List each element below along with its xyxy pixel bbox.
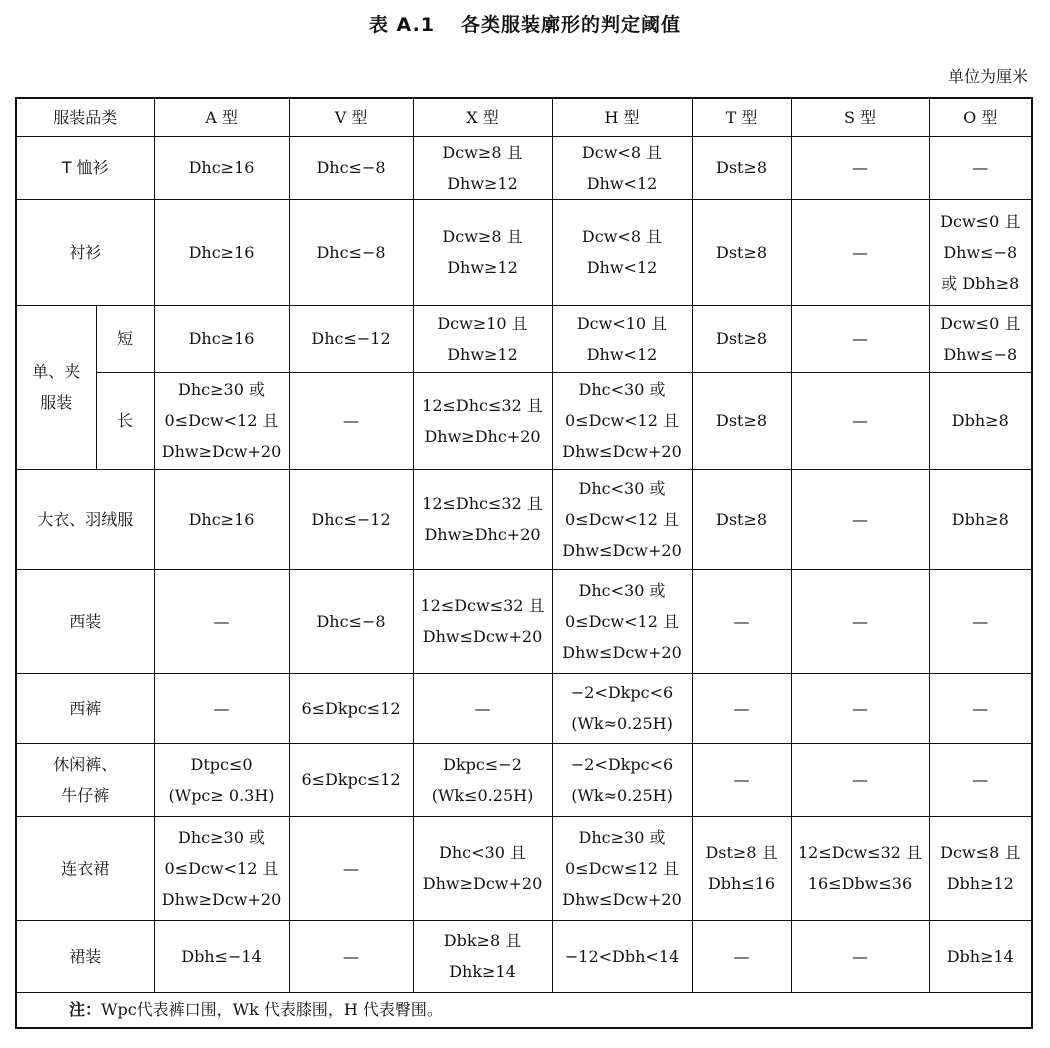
note-row <box>16 992 1032 1028</box>
category-group-label: 服装 <box>40 393 73 412</box>
threshold-text: Dhc<30 且 <box>439 843 526 862</box>
threshold-cell <box>552 743 692 816</box>
threshold-text: Dhw≥Dhc+20 <box>424 426 541 446</box>
threshold-cell <box>791 136 929 199</box>
threshold-cell <box>289 743 413 816</box>
threshold-text: — <box>213 698 230 718</box>
threshold-text: Dst≥8 <box>715 411 768 430</box>
threshold-text: 6≤Dkpc≤12 <box>301 770 401 789</box>
threshold-cell <box>791 673 929 743</box>
category-label: 牛仔裤 <box>61 785 110 805</box>
threshold-text: — <box>972 698 989 718</box>
threshold-cell <box>552 920 692 992</box>
threshold-text: Dkpc≤−2 <box>443 754 522 774</box>
threshold-text: −2<Dkpc<6 <box>570 754 674 774</box>
threshold-text: Dst≥8 <box>715 329 768 348</box>
threshold-text: Dhw≤Dcw+20 <box>562 442 682 461</box>
threshold-text: Dhc<30 或 <box>578 580 666 600</box>
threshold-text: 12≤Dhc≤32 且 <box>422 494 543 513</box>
threshold-text: 0≤Dcw<12 且 <box>565 509 679 529</box>
threshold-text: Dhw≤Dcw+20 <box>562 540 682 560</box>
threshold-text: — <box>733 698 750 718</box>
header-v-type: V 型 <box>289 98 413 136</box>
category-label: 长 <box>117 411 134 430</box>
category-cell <box>96 372 154 469</box>
threshold-text: — <box>852 509 869 529</box>
threshold-text: Dtpc≤0 <box>190 754 253 774</box>
threshold-cell <box>929 469 1032 569</box>
threshold-text: Dcw<8 且 <box>581 227 663 246</box>
threshold-text: 0≤Dcw<12 且 <box>164 411 279 430</box>
threshold-text: — <box>852 242 869 262</box>
threshold-text: Dcw≤0 且 <box>940 211 1021 231</box>
threshold-text: Dhw≥Dhc+20 <box>424 525 541 544</box>
category-label: 短 <box>117 329 134 348</box>
threshold-cell <box>154 372 289 469</box>
threshold-cell <box>154 920 289 992</box>
threshold-table <box>15 97 1033 1029</box>
threshold-text: Dhc≥16 <box>188 329 255 348</box>
threshold-cell <box>552 469 692 569</box>
table-row <box>16 816 1032 920</box>
threshold-cell <box>289 469 413 569</box>
threshold-cell <box>289 569 413 673</box>
threshold-text: Dhw<12 <box>586 173 658 193</box>
threshold-text: — <box>852 158 869 177</box>
threshold-cell <box>289 673 413 743</box>
category-cell <box>16 136 154 199</box>
threshold-cell <box>289 305 413 372</box>
threshold-text: Dhw≤Dcw+20 <box>422 627 543 646</box>
threshold-text: — <box>343 411 360 430</box>
note-text: Wpc代表裤口围，Wk 代表膝围，H 代表臀围。 <box>101 1000 443 1020</box>
threshold-text: 或 Dbh≥8 <box>941 273 1020 293</box>
category-cell <box>16 469 154 569</box>
threshold-text: Dhw≤Dcw+20 <box>562 642 682 662</box>
threshold-text: — <box>343 946 360 966</box>
threshold-text: — <box>972 770 989 789</box>
threshold-cell <box>552 372 692 469</box>
threshold-text: −12<Dbh<14 <box>564 946 680 966</box>
threshold-cell <box>154 199 289 305</box>
threshold-text: (Wk≈0.25H) <box>571 714 673 733</box>
table-row <box>16 743 1032 816</box>
threshold-cell <box>929 305 1032 372</box>
threshold-cell <box>413 136 552 199</box>
category-group-cell <box>16 305 96 469</box>
threshold-text: 0≤Dcw≤12 且 <box>565 858 679 878</box>
threshold-text: Dst≥8 <box>715 509 768 529</box>
threshold-cell <box>791 816 929 920</box>
threshold-text: Dcw<10 且 <box>576 313 668 333</box>
threshold-cell <box>692 469 791 569</box>
threshold-cell <box>154 469 289 569</box>
threshold-cell <box>692 743 791 816</box>
header-category: 服装品类 <box>16 98 154 136</box>
threshold-cell <box>289 920 413 992</box>
table-row <box>16 372 1032 469</box>
threshold-cell <box>413 305 552 372</box>
threshold-text: Dcw≤8 且 <box>940 843 1021 862</box>
threshold-text: Dhc≥16 <box>188 242 255 262</box>
category-cell <box>16 199 154 305</box>
threshold-cell <box>692 136 791 199</box>
header-x-type: X 型 <box>413 98 552 136</box>
header-t-type: T 型 <box>692 98 791 136</box>
threshold-cell <box>154 673 289 743</box>
category-label: 西装 <box>69 611 102 631</box>
threshold-cell <box>552 673 692 743</box>
threshold-cell <box>552 199 692 305</box>
threshold-text: (Wpc≥ 0.3H) <box>168 785 275 805</box>
category-label: 连衣裙 <box>61 858 110 878</box>
unit-label: 单位为厘米 <box>947 67 1028 86</box>
threshold-text: Dbh≥8 <box>951 411 1009 430</box>
threshold-text: Dhk≥14 <box>449 962 516 981</box>
threshold-text: Dhc≥30 或 <box>178 380 265 399</box>
threshold-cell <box>791 920 929 992</box>
threshold-text: (Wk≈0.25H) <box>571 785 673 805</box>
threshold-cell <box>791 305 929 372</box>
header-h-type: H 型 <box>552 98 692 136</box>
category-cell <box>16 569 154 673</box>
threshold-text: Dcw≥10 且 <box>437 313 528 333</box>
threshold-text: 0≤Dcw<12 且 <box>164 858 279 878</box>
threshold-cell <box>413 469 552 569</box>
threshold-cell <box>552 136 692 199</box>
threshold-text: Dbh≤16 <box>707 874 776 893</box>
threshold-text: Dhw≥Dcw+20 <box>161 442 282 461</box>
table-title <box>0 10 1050 37</box>
threshold-text: Dhc≤−8 <box>316 158 386 177</box>
threshold-text: −2<Dkpc<6 <box>570 683 674 702</box>
threshold-cell <box>413 673 552 743</box>
category-group-label: 单、夹 <box>32 362 81 381</box>
threshold-text: — <box>213 611 230 631</box>
threshold-cell <box>552 569 692 673</box>
threshold-cell <box>289 372 413 469</box>
threshold-cell <box>929 743 1032 816</box>
threshold-cell <box>692 569 791 673</box>
threshold-text: Dhc≥30 或 <box>578 827 666 847</box>
threshold-text: Dbh≤−14 <box>181 946 262 966</box>
threshold-cell <box>552 305 692 372</box>
threshold-cell <box>154 305 289 372</box>
threshold-cell <box>791 569 929 673</box>
threshold-text: Dhc≥16 <box>188 509 255 529</box>
threshold-text: Dbh≥8 <box>951 509 1009 529</box>
category-label: 大衣、羽绒服 <box>37 509 134 529</box>
threshold-cell <box>413 920 552 992</box>
category-label: T 恤衫 <box>61 158 109 177</box>
threshold-text: 0≤Dcw<12 且 <box>565 411 679 430</box>
threshold-text: — <box>733 946 750 966</box>
threshold-text: Dst≥8 <box>715 242 768 262</box>
threshold-text: Dcw<8 且 <box>581 142 663 162</box>
threshold-text: — <box>972 611 989 631</box>
threshold-text: — <box>972 158 989 177</box>
category-label: 衬衫 <box>69 242 102 262</box>
threshold-cell <box>692 816 791 920</box>
threshold-text: Dhc≤−8 <box>316 242 386 262</box>
threshold-text: Dst≥8 <box>715 158 768 177</box>
threshold-cell <box>413 372 552 469</box>
threshold-text: Dbh≥12 <box>946 874 1014 893</box>
threshold-text: — <box>733 611 750 631</box>
threshold-cell <box>413 199 552 305</box>
threshold-text: Dhw≥Dcw+20 <box>161 889 282 909</box>
threshold-text: Dhw≥12 <box>447 344 518 364</box>
header-row <box>16 98 1032 136</box>
threshold-cell <box>289 816 413 920</box>
threshold-cell <box>929 199 1032 305</box>
threshold-text: — <box>343 858 360 878</box>
threshold-text: (Wk≤0.25H) <box>431 785 534 805</box>
threshold-cell <box>413 743 552 816</box>
threshold-cell <box>413 816 552 920</box>
threshold-text: 0≤Dcw<12 且 <box>565 611 679 631</box>
threshold-cell <box>692 199 791 305</box>
threshold-cell <box>154 569 289 673</box>
header-o-type: O 型 <box>929 98 1032 136</box>
threshold-text: Dhc<30 或 <box>578 380 666 399</box>
threshold-text: Dhc≤−12 <box>311 329 391 348</box>
threshold-cell <box>929 569 1032 673</box>
threshold-cell <box>289 199 413 305</box>
category-cell <box>16 816 154 920</box>
category-cell <box>16 920 154 992</box>
threshold-text: Dhw<12 <box>586 344 658 364</box>
threshold-text: Dhc<30 或 <box>578 478 666 498</box>
threshold-text: Dcw≥8 且 <box>442 227 523 246</box>
threshold-text: Dhw≤−8 <box>943 344 1018 364</box>
table-row <box>16 136 1032 199</box>
threshold-cell <box>692 673 791 743</box>
threshold-cell <box>929 673 1032 743</box>
threshold-cell <box>692 305 791 372</box>
table-row <box>16 920 1032 992</box>
threshold-text: Dhw<12 <box>586 258 658 277</box>
threshold-text: 12≤Dcw≤32 且 <box>420 596 545 615</box>
category-cell <box>16 743 154 816</box>
threshold-text: Dst≥8 且 <box>705 843 778 862</box>
threshold-text: — <box>852 770 869 789</box>
table-row <box>16 199 1032 305</box>
threshold-cell <box>692 372 791 469</box>
threshold-text: — <box>852 329 869 348</box>
threshold-cell <box>929 136 1032 199</box>
threshold-cell <box>791 372 929 469</box>
threshold-cell <box>289 136 413 199</box>
threshold-cell <box>929 816 1032 920</box>
table-row <box>16 673 1032 743</box>
threshold-text: Dhw≥12 <box>447 173 518 193</box>
threshold-text: — <box>733 770 750 789</box>
threshold-text: — <box>474 698 491 718</box>
note-cell <box>16 992 1032 1028</box>
threshold-text: Dhc≥16 <box>188 158 255 177</box>
threshold-text: Dhw≥Dcw+20 <box>422 874 543 893</box>
threshold-text: Dhc≤−12 <box>311 509 391 529</box>
category-label: 休闲裤、 <box>53 754 118 774</box>
category-cell <box>16 673 154 743</box>
threshold-cell <box>929 372 1032 469</box>
threshold-text: Dbk≥8 且 <box>443 931 522 950</box>
table-row <box>16 305 1032 372</box>
threshold-text: 12≤Dcw≤32 且 <box>797 843 923 862</box>
threshold-text: 12≤Dhc≤32 且 <box>422 395 543 415</box>
category-label: 裙装 <box>69 946 102 966</box>
table-row <box>16 569 1032 673</box>
threshold-cell <box>791 199 929 305</box>
threshold-text: Dcw≥8 且 <box>442 142 523 162</box>
header-a-type: A 型 <box>154 98 289 136</box>
threshold-cell <box>791 469 929 569</box>
threshold-text: Dhw≤Dcw+20 <box>562 889 682 909</box>
threshold-text: — <box>852 411 869 430</box>
threshold-cell <box>154 743 289 816</box>
threshold-cell <box>692 920 791 992</box>
threshold-cell <box>929 920 1032 992</box>
threshold-text: Dhc≥30 或 <box>178 827 265 847</box>
threshold-text: Dhc≤−8 <box>316 611 386 631</box>
table-title-text: 各类服装廓形的判定阈值 <box>461 14 682 36</box>
threshold-text: — <box>852 611 869 631</box>
threshold-cell <box>552 816 692 920</box>
table-row <box>16 469 1032 569</box>
category-cell <box>96 305 154 372</box>
threshold-text: Dbh≥14 <box>946 946 1014 966</box>
threshold-text: 6≤Dkpc≤12 <box>301 698 401 718</box>
note-label: 注： <box>69 1000 102 1020</box>
threshold-cell <box>154 136 289 199</box>
threshold-cell <box>791 743 929 816</box>
threshold-text: Dhw≥12 <box>447 258 518 277</box>
threshold-text: 16≤Dbw≤36 <box>807 874 913 893</box>
threshold-text: — <box>852 946 869 966</box>
threshold-text: Dcw≤0 且 <box>940 313 1021 333</box>
threshold-text: — <box>852 698 869 718</box>
category-label: 西裤 <box>69 698 102 718</box>
threshold-cell <box>154 816 289 920</box>
threshold-text: Dhw≤−8 <box>943 242 1018 262</box>
header-s-type: S 型 <box>791 98 929 136</box>
threshold-cell <box>413 569 552 673</box>
table-number: 表 A.1 <box>368 14 436 36</box>
